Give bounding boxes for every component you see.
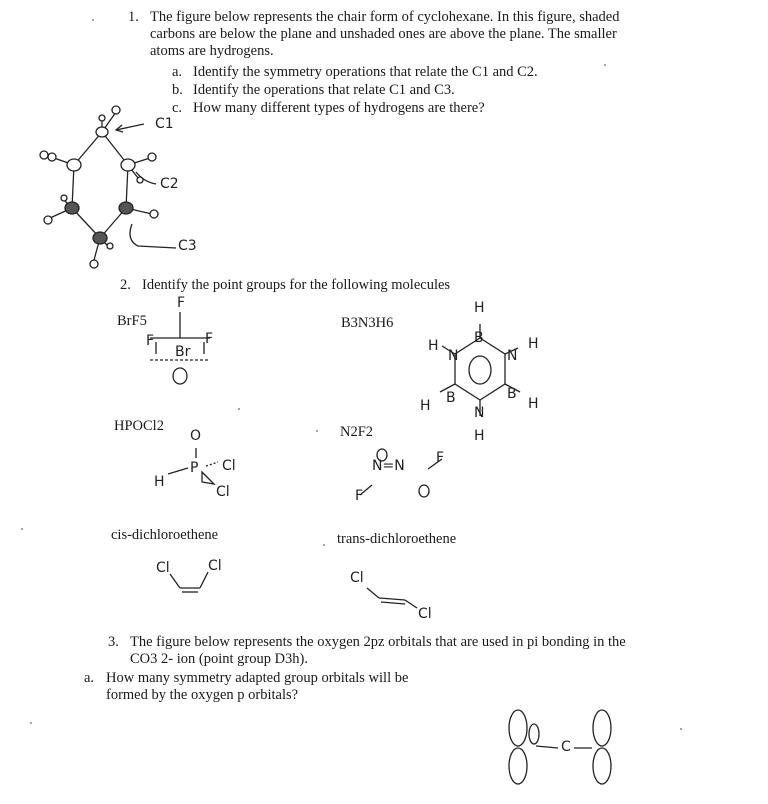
b3n3h6-n-bottom: N [474, 405, 485, 421]
brf5-f-left: F [146, 333, 155, 349]
q1c-label: c. [172, 100, 183, 116]
n2f2-f-right: F [436, 450, 445, 466]
cis-cl-right: Cl [208, 558, 222, 574]
b3n3h6-h-top: H [474, 300, 485, 316]
mol-b3n3h6-label: B3N3H6 [341, 315, 394, 331]
b3n3h6-n-left: N [448, 348, 459, 364]
q1b-text: Identify the operations that relate C1 and C3. [193, 82, 455, 98]
q1-number: 1. [128, 9, 139, 25]
mol-brf5-label: BrF5 [117, 313, 147, 329]
n2f2-nn: N=N [372, 458, 405, 474]
mol-cis-label: cis-dichloroethene [111, 527, 219, 543]
q3a-text: How many symmetry adapted group orbitals will be formed by the oxygen p orbitals? [106, 670, 409, 703]
b3n3h6-h-left: H [428, 338, 439, 354]
q3-number: 3. [108, 634, 119, 650]
brf5-br: Br [175, 344, 191, 360]
q1b-label: b. [172, 82, 183, 98]
scan-speck [323, 544, 325, 546]
q2-number: 2. [120, 277, 131, 293]
q1a-text: Identify the symmetry operations that relate the C1 and C2. [193, 64, 538, 80]
scan-speck [30, 722, 32, 724]
q1-text: The figure below represents the chair form of cyclohexane. In this figure, shaded carbons are below the plane and unshaded ones are above the plane. The smaller atoms are hydrogens. [150, 9, 620, 59]
mol-hpocl2-label: HPOCl2 [114, 418, 164, 434]
cis-cl-left: Cl [156, 560, 170, 576]
scan-speck [316, 430, 318, 432]
annot-c3: C3 [178, 238, 197, 254]
b3n3h6-n-right: N [507, 348, 518, 364]
hpocl2-o: O [190, 428, 202, 444]
hpocl2-cl-2: Cl [216, 484, 230, 500]
hpocl2-h: H [154, 474, 165, 490]
q3a-label: a. [84, 670, 95, 686]
b3n3h6-b-left: B [446, 390, 456, 406]
b3n3h6-h-right: H [528, 336, 539, 352]
trans-cl-right: Cl [418, 606, 432, 622]
scan-speck [92, 19, 94, 21]
q2-text: Identify the point groups for the following molecules [142, 277, 451, 293]
b3n3h6-b-right: B [507, 386, 517, 402]
brf5-f-right: F [205, 331, 214, 347]
mol-trans-label: trans-dichloroethene [337, 531, 457, 547]
scan-speck [680, 728, 682, 730]
hpocl2-cl-1: Cl [222, 458, 236, 474]
b3n3h6-h-lower-right: H [528, 396, 539, 412]
b3n3h6-b-top: B [474, 330, 484, 346]
b3n3h6-h-lower-left: H [420, 398, 431, 414]
brf5-f-top: F [177, 295, 186, 311]
q3-text: The figure below represents the oxygen 2pz orbitals that are used in pi bonding in the CO3 2- ion (point group D3h). [130, 634, 626, 667]
cyclohexane-chair-figure [28, 100, 228, 280]
scan-speck [21, 528, 23, 530]
annot-c2: C2 [160, 176, 179, 192]
orbital-c-label: C [561, 739, 571, 755]
hpocl2-sketch [150, 440, 250, 510]
b3n3h6-h-bottom: H [474, 428, 485, 444]
annot-c1: C1 [155, 116, 174, 132]
q1c-text: How many different types of hydrogens are there? [193, 100, 485, 116]
scan-speck [238, 408, 240, 410]
q1a-label: a. [172, 64, 183, 80]
n2f2-f-left: F [355, 488, 364, 504]
scan-speck [604, 64, 606, 66]
mol-n2f2-label: N2F2 [340, 424, 374, 440]
trans-cl-left: Cl [350, 570, 364, 586]
hpocl2-p: P [190, 460, 199, 476]
